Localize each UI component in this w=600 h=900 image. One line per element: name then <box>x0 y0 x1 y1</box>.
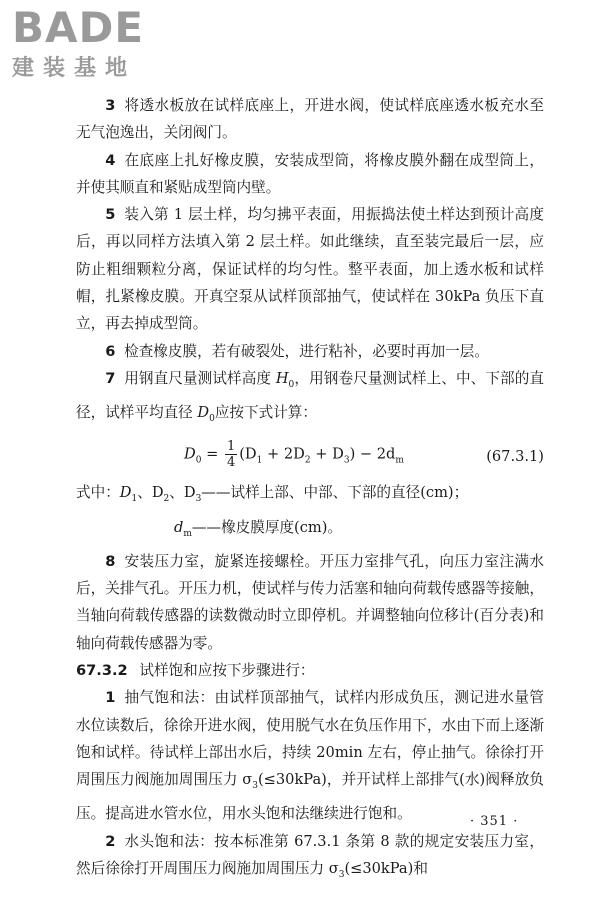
item-text: ，用钢卷尺量测试样上、中、下部的直径，试样平均直径 <box>76 369 544 422</box>
item-number: 1 <box>105 689 116 707</box>
item-text: 水头饱和法：按本标准第 67.3.1 条第 8 款的规定安装压力室，然后徐徐打开周围压力阀施加周围压力 σ <box>76 832 544 877</box>
paragraph-item-6 <box>76 338 544 365</box>
item-text: (≤30kPa)和 <box>344 859 428 877</box>
paragraph-item-3 <box>76 92 544 147</box>
item-number: 6 <box>105 342 116 360</box>
paragraph-item-7 <box>76 365 544 433</box>
subscript: 3 <box>338 869 345 880</box>
symbol: D <box>197 404 210 422</box>
where-clause-diameters: 式中：$D_1$、$D_2$、$D_3——$试样上部、中部、下部的直径(cm)； <box>76 484 469 505</box>
fraction: $\frac{1}{4}$ <box>226 439 236 471</box>
paragraph-item-4 <box>76 147 544 202</box>
logo-mark: BADE <box>12 3 145 52</box>
item-text: 安装压力室，旋紧连接螺栓。开压力室排气孔，向压力室注满水后，关排气孔。开压力机，使试样与传力活塞和轴向荷载传感器等接触，当轴向荷载传感器的读数微动时立即停机。并调整轴向位移计(百分表)和轴向荷载传感器为零。 <box>76 552 544 652</box>
publisher-logo <box>12 3 182 90</box>
item-number: 3 <box>105 97 116 114</box>
section-number: 67.3.2 <box>76 661 128 679</box>
item-text: 应按下式计算： <box>214 404 317 422</box>
logo-subtitle: 建装基地 <box>12 56 137 81</box>
subscript: 0 <box>288 379 295 390</box>
paragraph-step-2 <box>76 828 544 890</box>
page-body <box>76 92 544 889</box>
formula-expression: $D_0$ = $\frac{1}{4}$ $(D_1 + 2D_2 + D_3) - 2d_m$ <box>184 439 404 471</box>
where-clause-membrane: $d_m——$橡皮膜厚度(cm)。 <box>174 518 343 539</box>
paragraph-item-5 <box>76 201 544 337</box>
item-number: 2 <box>105 832 116 850</box>
item-text: (≤30kPa)，并开试样上部排气(水)阀释放负压。提高进水管水位，用水头饱和法继续进行饱和。 <box>76 771 544 823</box>
item-number: 5 <box>105 206 116 224</box>
subscript: 0 <box>209 414 215 425</box>
paragraph-step-1 <box>76 684 544 827</box>
subscript: 3 <box>252 781 258 792</box>
item-text: 抽气饱和法：由试样顶部抽气，试样内形成负压，测记进水量管水位读数后，徐徐开进水阀，使用脱气水在负压作用下，水由下而上逐渐饱和试样。待试样上部出水后，持续 20min 左右，停止抽气。徐徐打开周围压力阀施加周围压力 σ <box>76 689 544 789</box>
paragraph-item-8 <box>76 548 544 657</box>
item-text: 装入第 1 层土样，均匀拂平表面，用振捣法使土样达到预计高度后，再以同样方法填入第 2 层土样。如此继续，直至装完最后一层，应防止粗细颗粒分离，保证试样的均匀性。整平表面，加上透水板和试样帽，扎紧橡皮膜。开真空泵从试样顶部抽气，使试样在 30kPa 负压下直立，再去掉成型筒。 <box>76 206 544 333</box>
item-number: 8 <box>105 552 116 570</box>
symbol: H <box>275 369 289 387</box>
formula-67-3-1 <box>76 435 544 477</box>
item-number: 4 <box>105 151 116 169</box>
section-text: 试样饱和应按下步骤进行： <box>139 661 315 679</box>
section-heading-67-3-2 <box>76 657 544 684</box>
item-text: 在底座上扎好橡皮膜，安装成型筒，将橡皮膜外翻在成型筒上，并使其顺直和紧贴成型筒内壁。 <box>76 151 544 196</box>
item-text: 检查橡皮膜，若有破裂处，进行粘补，必要时再加一层。 <box>124 342 489 360</box>
item-text: 将透水板放在试样底座上，开进水阀，使试样底座透水板充水至无气泡逸出，关闭阀门。 <box>76 97 544 142</box>
item-text: 用钢直尺量测试样高度 <box>124 369 276 387</box>
page-number: · 351 · <box>470 814 519 829</box>
equation-number: (67.3.1) <box>486 448 544 466</box>
item-number: 7 <box>105 369 116 387</box>
